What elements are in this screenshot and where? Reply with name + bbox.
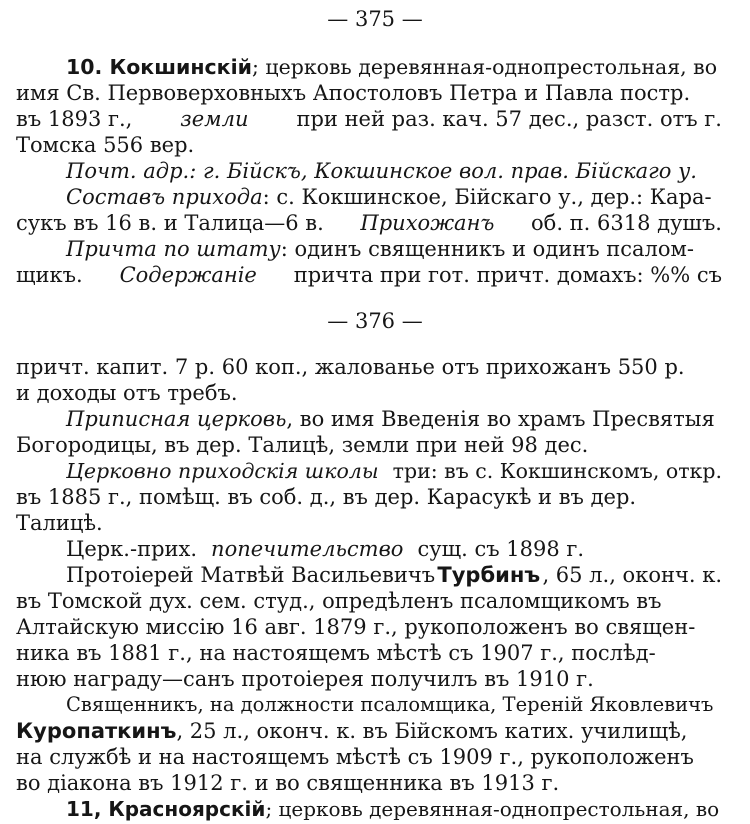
text-segment: Церк.-прих. xyxy=(66,537,198,561)
text-line xyxy=(66,794,722,824)
text-segment: ника въ 1881 г., на настоящемъ мѣстѣ съ 1907 г., послѣд- xyxy=(16,641,656,665)
text-segment: три: въ с. Кокшинскомъ, откр. xyxy=(392,459,722,483)
text-segment: имя Св. Первоверховныхъ Апостоловъ Петра и Павла постр. xyxy=(16,81,691,105)
priest-surname: Турбинъ xyxy=(437,563,541,587)
italic-term: Приписная церковь xyxy=(66,407,287,431)
page-number-middle: — 376 — xyxy=(327,309,423,333)
text-segment: Богородицы, въ дер. Талицѣ, земли при ней 98 дес. xyxy=(16,433,589,457)
text-segment: щикъ. xyxy=(16,263,83,287)
italic-term: Составъ прихода xyxy=(66,185,263,209)
page-number-top: — 375 — xyxy=(327,7,423,31)
priest-surname: Куропаткинъ xyxy=(16,719,177,743)
text-segment: ; церковь деревянная-однопрестольная, во xyxy=(251,55,718,79)
text-segment: причта при гот. причт. домахъ: %% съ xyxy=(293,263,722,287)
italic-term: Прихожанъ xyxy=(360,211,495,235)
text-segment: на службѣ и на настоящемъ мѣстѣ съ 1909 г., рукоположенъ xyxy=(16,745,694,769)
text-segment: : с. Кокшинское, Бійскаго у., дер.: Кара- xyxy=(262,185,712,209)
text-segment: причт. капит. 7 р. 60 коп., жалованье отъ прихожанъ 550 р. xyxy=(16,355,685,379)
text-segment: , 65 л., оконч. к. xyxy=(542,563,722,587)
text-segment: при ней раз. кач. 57 дес., разст. отъ г. xyxy=(296,107,722,131)
parish-name: 10. Кокшинскій xyxy=(66,55,252,79)
italic-term: земли xyxy=(180,107,249,131)
text-segment: Томска 556 вер. xyxy=(16,133,195,157)
text-segment: сукъ въ 16 в. и Талица—6 в. xyxy=(16,211,324,235)
text-line xyxy=(16,260,722,290)
text-segment: об. п. 6318 душъ. xyxy=(531,211,722,235)
text-segment: и доходы отъ требъ. xyxy=(16,381,238,405)
text-segment: Священникъ, на должности псаломщика, Тереній Яковлевичъ xyxy=(66,693,714,716)
text-segment: , во имя Введенія во храмъ Пресвятыя xyxy=(286,407,715,431)
text-segment: въ 1885 г., помѣщ. въ соб. д., въ дер. Карасукѣ и въ дер. xyxy=(16,485,637,509)
text-segment: Талицѣ. xyxy=(16,511,103,535)
text-segment: : одинъ священникъ и одинъ псалом- xyxy=(280,237,694,261)
text-segment: Алтайскую миссію 16 авг. 1879 г., рукоположенъ во священ- xyxy=(16,615,696,639)
text-segment: въ Томской дух. сем. студ., опредѣленъ псаломщикомъ въ xyxy=(16,589,662,613)
text-segment: сущ. съ 1898 г. xyxy=(417,537,585,561)
parish-name: 11, Красноярскій xyxy=(66,797,266,821)
text-segment: , 25 л., оконч. к. въ Бійскомъ катих. училищѣ, xyxy=(176,719,688,743)
italic-term: Почт. адр.: г. Бійскъ, Кокшинское вол. прав. Бійскаго у. xyxy=(66,159,697,183)
italic-term: Причта по штату xyxy=(66,237,281,261)
italic-term: попечительство xyxy=(211,537,404,561)
text-segment: нюю награду—санъ протоіерея получилъ въ 1910 г. xyxy=(16,667,594,691)
text-segment: въ 1893 г., xyxy=(16,107,133,131)
text-segment: Протоіерей Матвѣй Васильевичъ xyxy=(66,563,436,587)
italic-term: Церковно приходскія школы xyxy=(66,459,379,483)
italic-term: Содержаніе xyxy=(119,263,257,287)
text-segment: во діакона въ 1912 г. и во священника въ 1913 г. xyxy=(16,771,560,795)
text-segment: ; церковь деревянная-однопрестольная, во xyxy=(265,797,720,821)
